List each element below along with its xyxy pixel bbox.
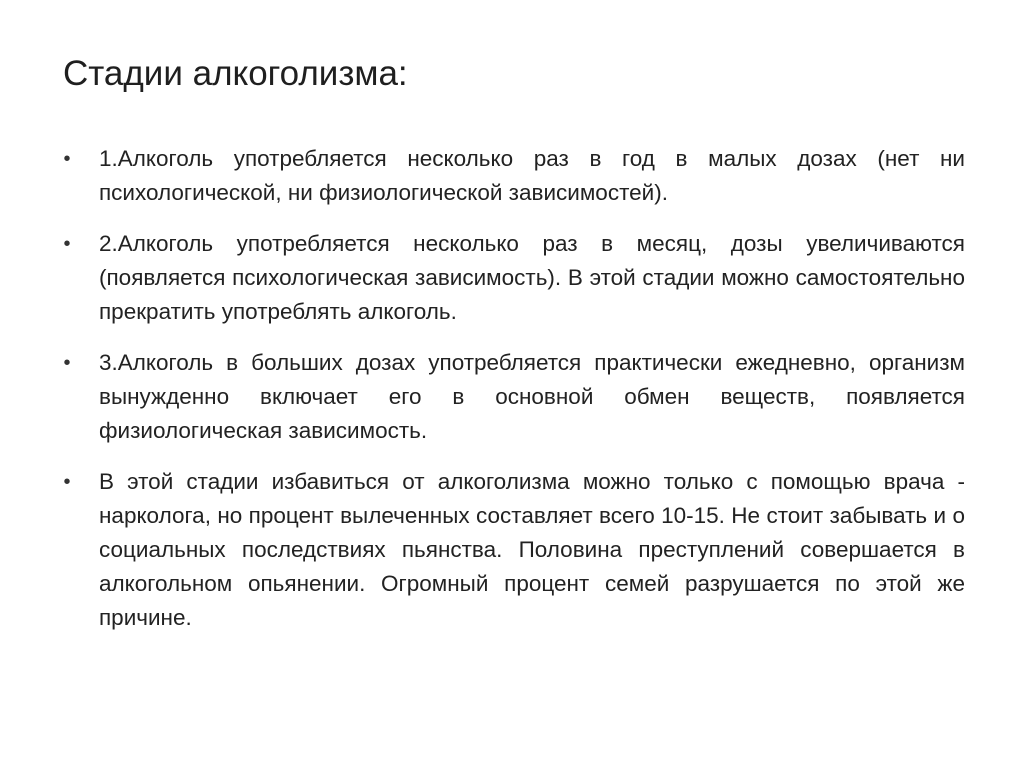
bullet-item-treatment: [60, 465, 965, 635]
bullet-list: [60, 142, 965, 635]
bullet-dot-icon: •: [63, 233, 71, 255]
bullet-item-stage-2: [60, 227, 965, 329]
slide-title: Стадии алкоголизма:: [63, 54, 408, 93]
bullet-text: 3.Алкоголь в больших дозах употребляется практически ежедневно, организм вынужденно включает его в основной обмен веществ, появляется физиологическая зависимость.: [99, 350, 965, 443]
bullet-text: 1.Алкоголь употребляется несколько раз в год в малых дозах (нет ни психологической, ни физиологической зависимостей).: [99, 146, 965, 205]
bullet-dot-icon: •: [63, 471, 71, 493]
bullet-dot-icon: •: [63, 148, 71, 170]
bullet-item-stage-3: [60, 346, 965, 448]
bullet-text: 2.Алкоголь употребляется несколько раз в месяц, дозы увеличиваются (появляется психологическая зависимость). В этой стадии можно самостоятельно прекратить употреблять алкоголь.: [99, 231, 965, 324]
bullet-item-stage-1: [60, 142, 965, 210]
bullet-dot-icon: •: [63, 352, 71, 374]
bullet-text: В этой стадии избавиться от алкоголизма можно только с помощью врача - нарколога, но процент вылеченных составляет всего 10-15. Не стоит забывать и о социальных последствиях пьянства. Половина преступлений совершается в алкогольном опьянении. Огромный процент семей разрушается по этой же причине.: [99, 469, 965, 630]
